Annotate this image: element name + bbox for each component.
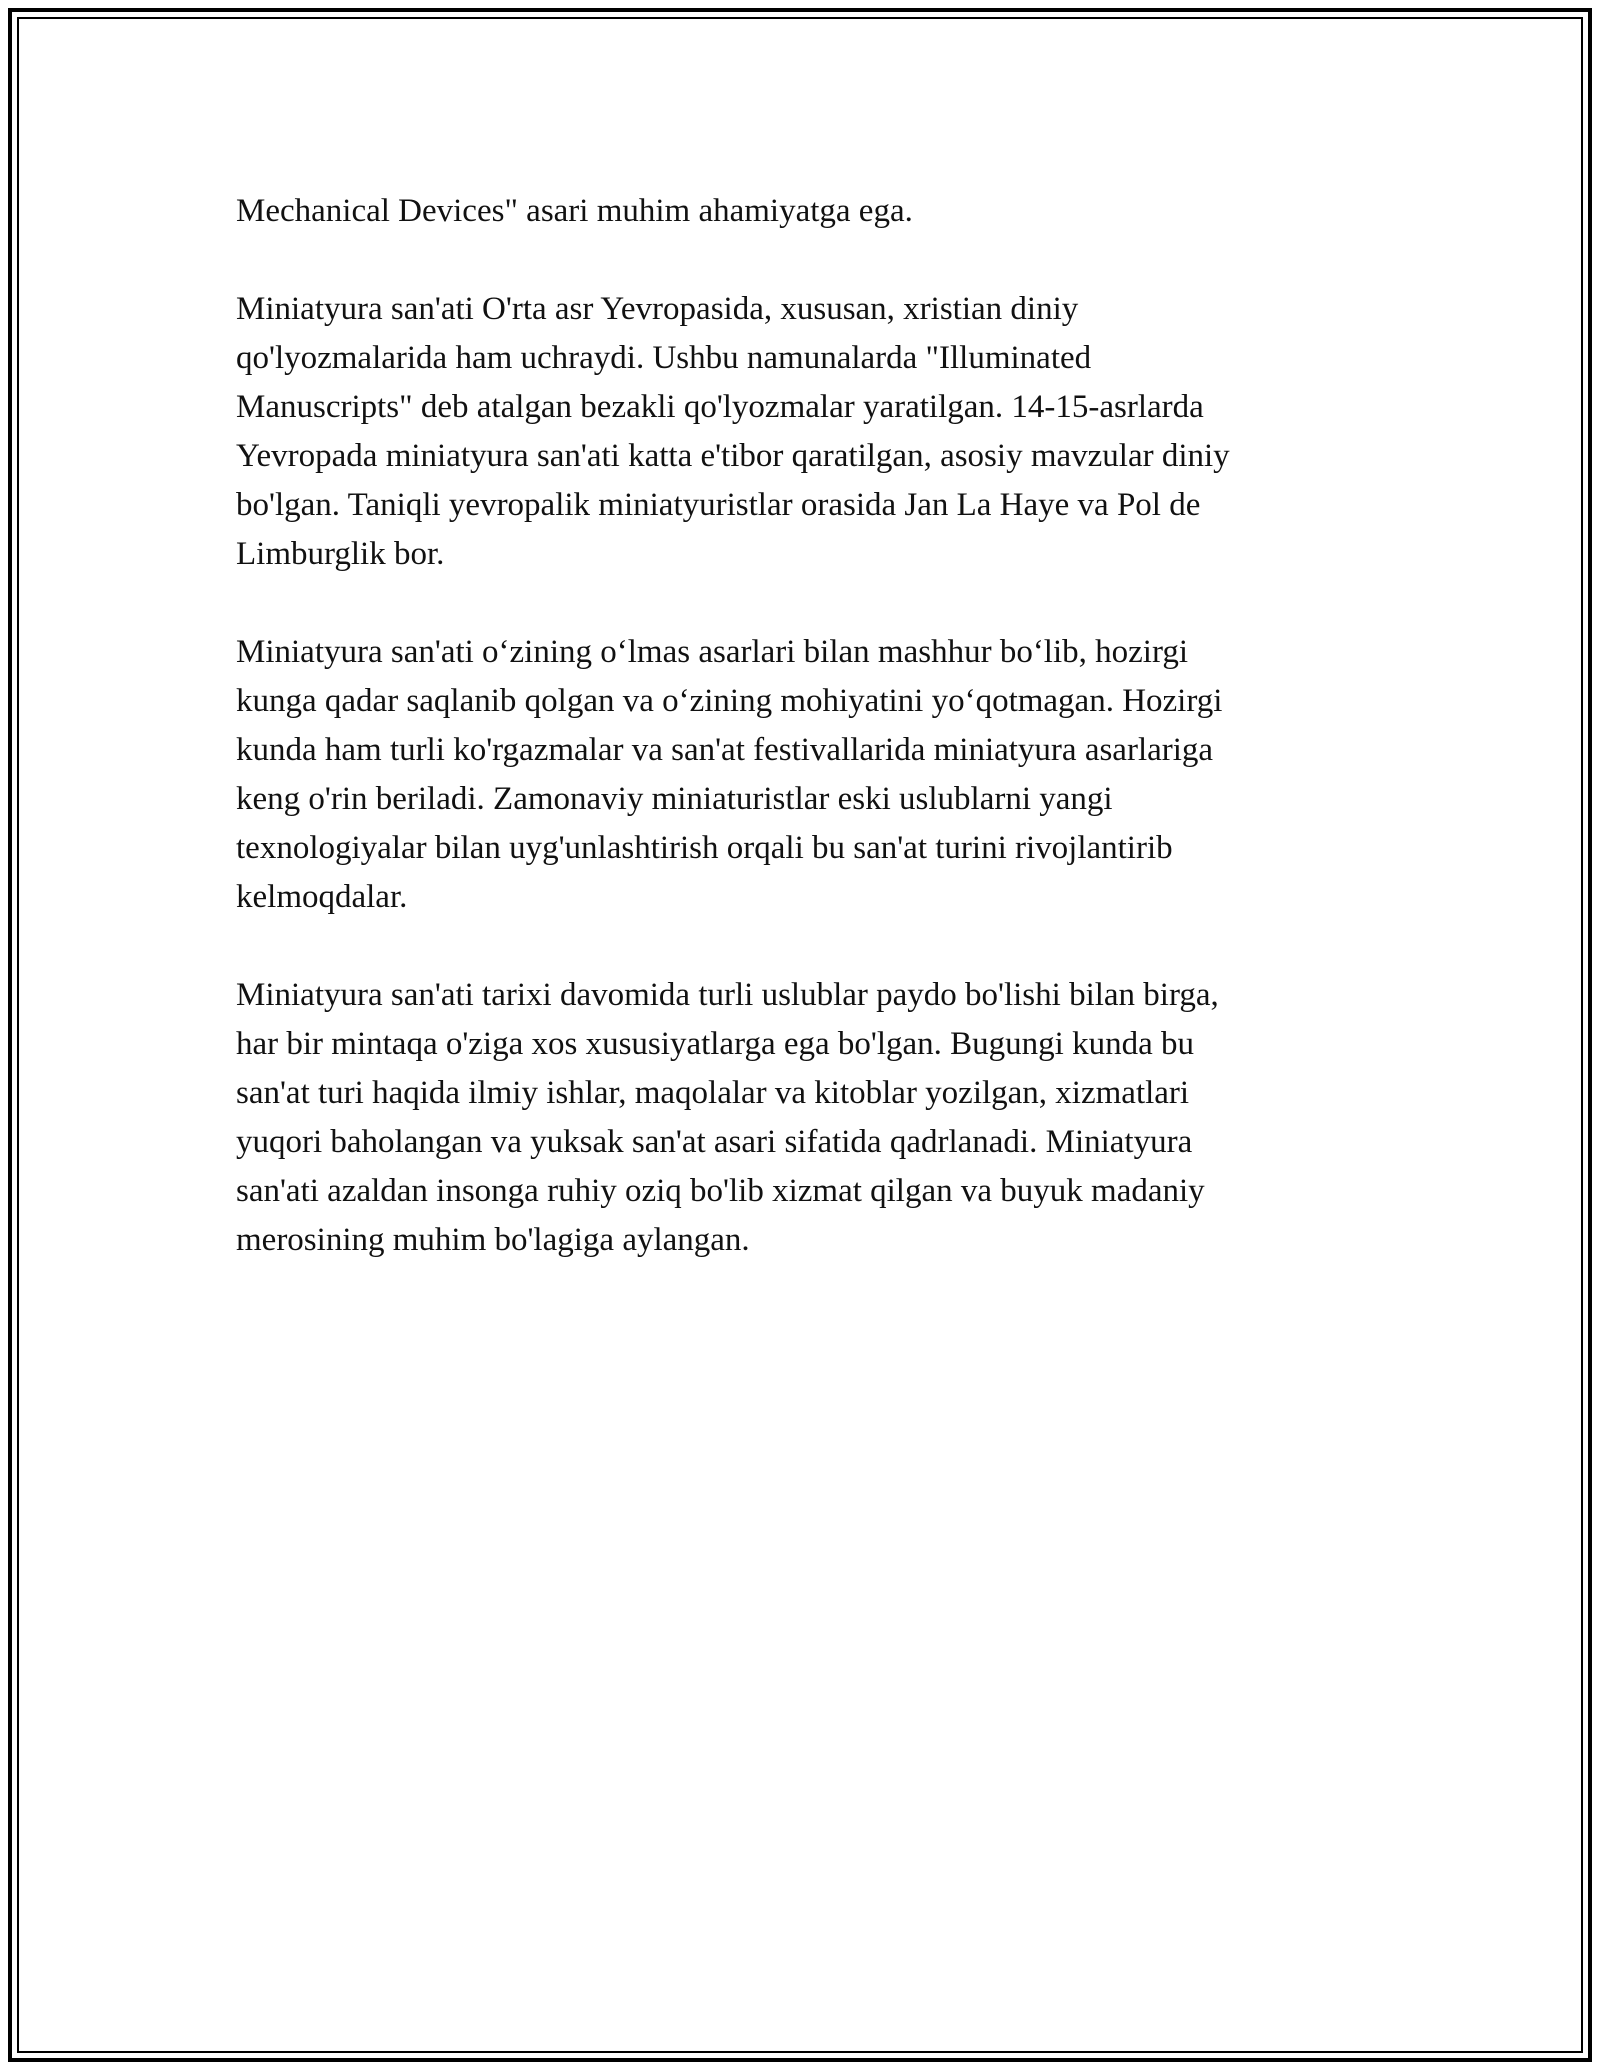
paragraph-2: Miniatyura san'ati O'rta asr Yevropasida, xususan, xristian diniy qo'lyozmalarida ham uchraydi. Ushbu namunalarda "Illuminated Manuscripts" deb atalgan bezakli qo'lyozmalar yaratilgan. 14-15-asrlarda Yevropada miniatyura san'ati katta e'tibor qaratilgan, asosiy mavzular diniy bo'lgan. Taniqli yevropalik miniatyuristlar orasida Jan La Haye va Pol de Limburglik bor. [236,291,1230,572]
paragraph-1: Mechanical Devices" asari muhim ahamiyatga ega. [236,193,913,229]
document-body [236,187,1366,1314]
paragraph-4: Miniatyura san'ati tarixi davomida turli uslublar paydo bo'lishi bilan birga, har bir mintaqa o'ziga xos xususiyatlarga ega bo'lgan. Bugungi kunda bu san'at turi haqida ilmiy ishlar, maqolalar va kitoblar yozilgan, xizmatlari yuqori baholangan va yuksak san'at asari sifatida qadrlanadi. Miniatyura san'ati azaldan insonga ruhiy oziq bo'lib xizmat qilgan va buyuk madaniy merosining muhim bo'lagiga aylangan. [236,977,1219,1258]
paragraph-3: Miniatyura san'ati o‘zining o‘lmas asarlari bilan mashhur bo‘lib, hozirgi kunga qadar saqlanib qolgan va o‘zining mohiyatini yo‘qotmagan. Hozirgi kunda ham turli ko'rgazmalar va san'at festivallarida miniatyura asarlariga keng o'rin beriladi. Zamonaviy miniaturistlar eski uslublarni yangi texnologiyalar bilan uyg'unlashtirish orqali bu san'at turini rivojlantirib kelmoqdalar. [236,634,1223,915]
